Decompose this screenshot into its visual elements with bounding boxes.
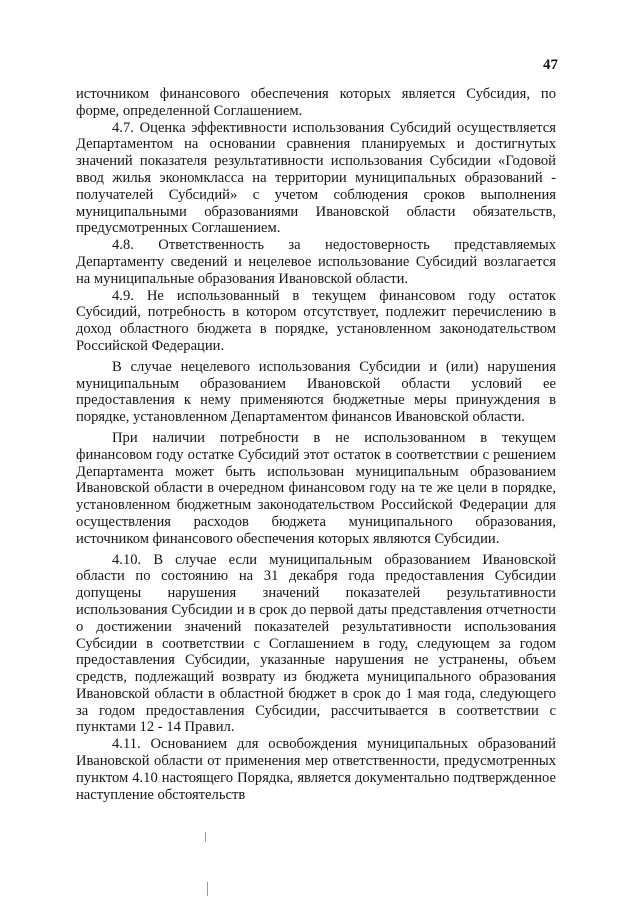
scan-artifact-mark bbox=[207, 882, 208, 896]
scan-artifact-mark bbox=[205, 832, 206, 842]
paragraph-4-10: 4.10. В случае если муниципальным образованием Ивановской области по состоянию на 31 декабря года предоставления Субсидии допущены нарушения значений показателей результативности использования Субсидии и в срок до первой даты представления отчетности о достижении значений показателей результативности использования Субсидии в соответствии с Соглашением в году, следующем за годом предоставления Субсидии, указанные нарушения не устранены, объем средств, подлежащий возврату из бюджета муниципального образования Ивановской области в областной бюджет в срок до 1 мая года, следующего за годом предоставления Субсидии, рассчитывается в соответствии с пунктами 12 - 14 Правил. bbox=[76, 551, 556, 736]
paragraph-4-8: 4.8. Ответственность за недостоверность представляемых Департаменту сведений и нецелевое использование Субсидий возлагается на муниципальные образования Ивановской области. bbox=[76, 237, 556, 287]
document-body bbox=[76, 86, 556, 803]
paragraph-misuse: В случае нецелевого использования Субсидии и (или) нарушения муниципальным образованием Ивановской области условий ее предоставления к нему применяются бюджетные меры принуждения в порядке, установленном Департаментом финансов Ивановской области. bbox=[76, 358, 556, 426]
paragraph-continuation: источником финансового обеспечения которых является Субсидия, по форме, определенной Соглашением. bbox=[76, 86, 556, 119]
paragraph-4-9: 4.9. Не использованный в текущем финансовом году остаток Субсидий, потребность в котором отсутствует, подлежит перечислению в доход областного бюджета в порядке, установленном законодательством Российской Федерации. bbox=[76, 287, 556, 354]
page-number: 47 bbox=[543, 57, 558, 73]
paragraph-4-11: 4.11. Основанием для освобождения муниципальных образований Ивановской области от применения мер ответственности, предусмотренных пунктом 4.10 настоящего Порядка, является документально подтвержденное наступление обстоятельств bbox=[76, 736, 556, 803]
paragraph-4-7: 4.7. Оценка эффективности использования Субсидий осуществляется Департаментом на основании сравнения планируемых и достигнутых значений показателя результативности использования Субсидии «Годовой ввод жилья экономкласса на территории муниципальных образований - получателей Субсидий» с учетом соблюдения сроков выполнения муниципальными образованиями Ивановской области обязательств, предусмотренных Соглашением. bbox=[76, 119, 556, 237]
paragraph-remainder-use: При наличии потребности в не использованном в текущем финансовом году остатке Субсидий этот остаток в соответствии с решением Департамента может быть использован муниципальным образованием Ивановской области в очередном финансовом году на те же цели в порядке, установленном бюджетным законодательством Российской Федерации для осуществления расходов бюджета муниципального образования, источником финансового обеспечения которых являются Субсидии. bbox=[76, 429, 556, 547]
